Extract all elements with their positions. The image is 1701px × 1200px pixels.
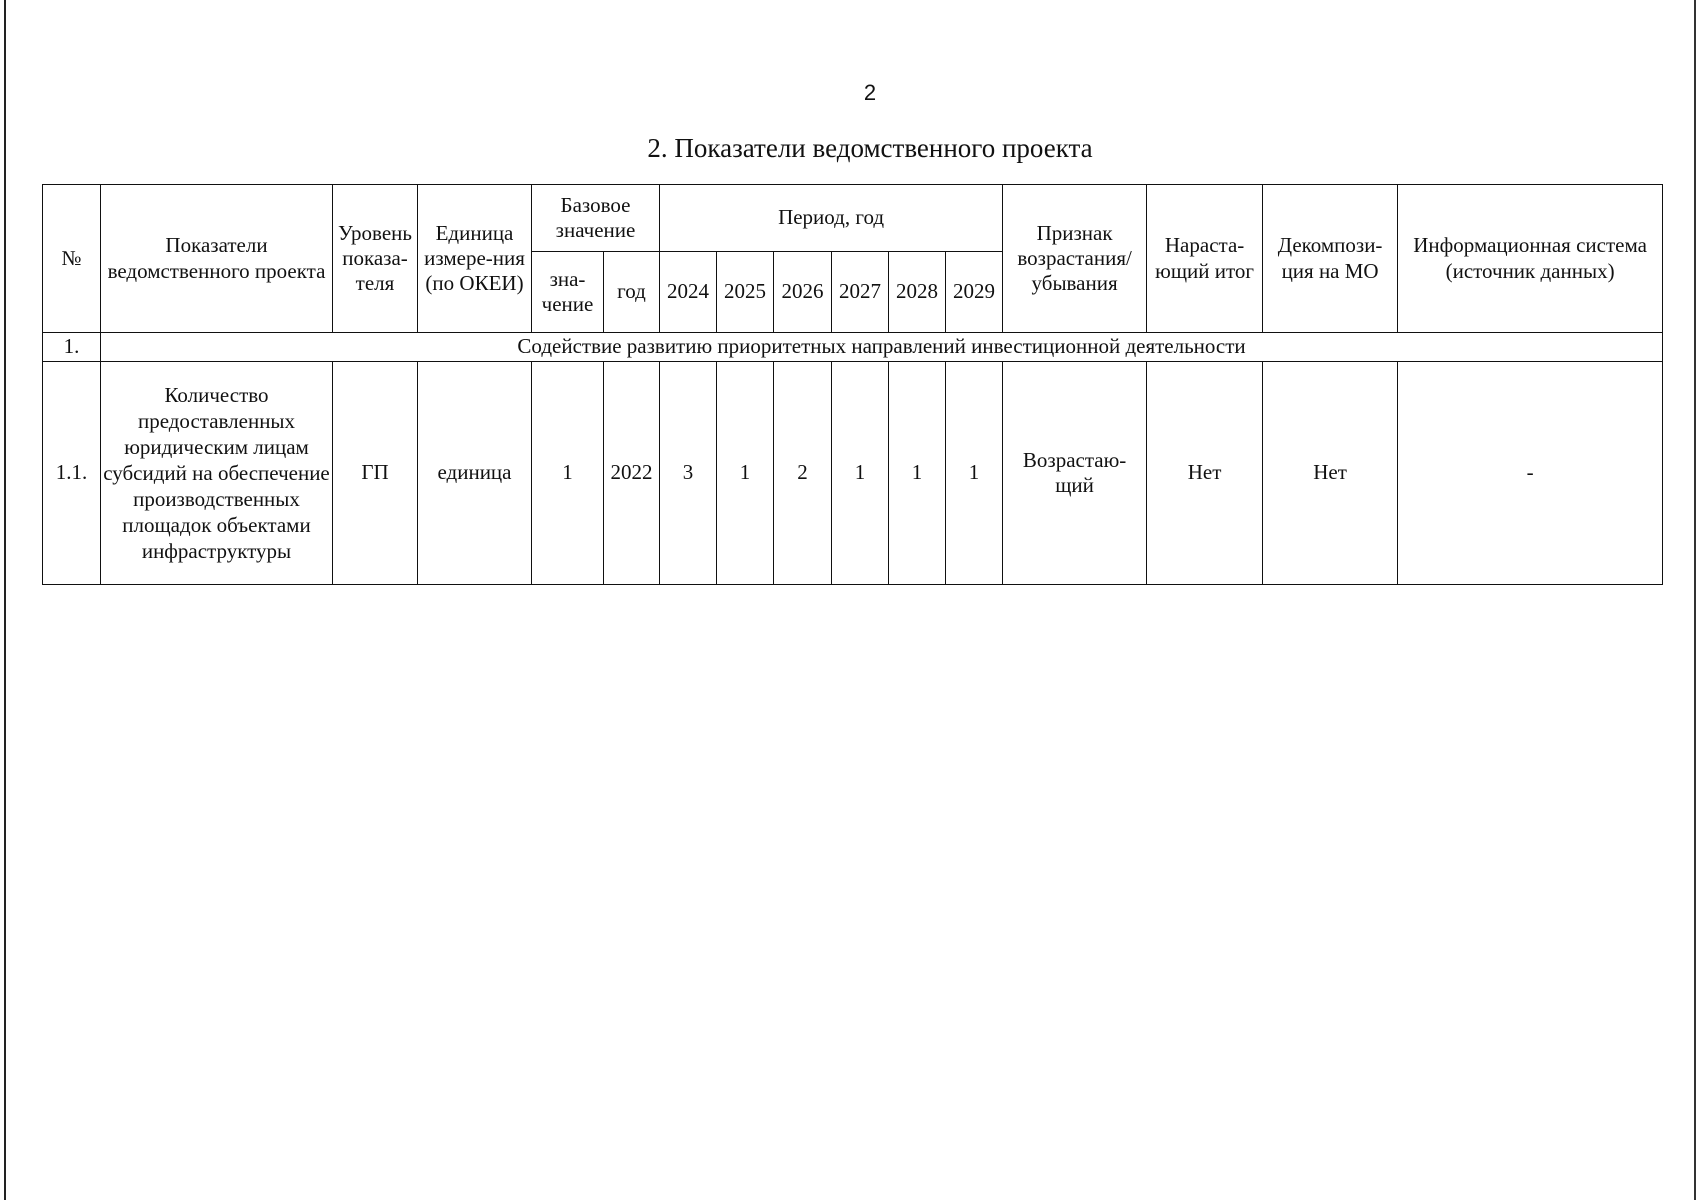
section-num: 1. bbox=[43, 333, 101, 362]
header-row-1 bbox=[43, 185, 1663, 252]
row-num: 1.1. bbox=[43, 362, 101, 585]
row-value-2028: 1 bbox=[889, 362, 946, 585]
header-base-value: зна-чение bbox=[532, 252, 604, 333]
header-unit: Единица измере-ния (по ОКЕИ) bbox=[418, 185, 532, 333]
row-base-year: 2022 bbox=[604, 362, 660, 585]
page-number: 2 bbox=[863, 80, 877, 105]
row-unit: единица bbox=[418, 362, 532, 585]
header-indicator: Показатели ведомственного проекта bbox=[101, 185, 333, 333]
indicators-table bbox=[42, 184, 1663, 585]
header-year-2025: 2025 bbox=[717, 252, 774, 333]
page-edge-left bbox=[4, 0, 6, 1200]
header-year-2028: 2028 bbox=[889, 252, 946, 333]
header-period: Период, год bbox=[660, 185, 1003, 252]
header-year-2026: 2026 bbox=[774, 252, 832, 333]
row-decomposition: Нет bbox=[1263, 362, 1398, 585]
header-year-2029: 2029 bbox=[946, 252, 1003, 333]
header-cumulative: Нараста-ющий итог bbox=[1147, 185, 1263, 333]
header-level: Уровень показа-теля bbox=[333, 185, 418, 333]
row-value-2026: 2 bbox=[774, 362, 832, 585]
table-row bbox=[43, 362, 1663, 585]
row-base-value: 1 bbox=[532, 362, 604, 585]
header-info-system: Информационная система (источник данных) bbox=[1398, 185, 1663, 333]
row-cumulative: Нет bbox=[1147, 362, 1263, 585]
page-edge-right bbox=[1694, 0, 1696, 1200]
row-value-2029: 1 bbox=[946, 362, 1003, 585]
header-year-2027: 2027 bbox=[832, 252, 889, 333]
section-title: Содействие развитию приоритетных направлений инвестиционной деятельности bbox=[101, 333, 1663, 362]
header-num: № bbox=[43, 185, 101, 333]
row-value-2024: 3 bbox=[660, 362, 717, 585]
section-row bbox=[43, 333, 1663, 362]
row-indicator: Количество предоставленных юридическим лицам субсидий на обеспечение производственных площадок объектами инфраструктуры bbox=[101, 362, 333, 585]
header-year-2024: 2024 bbox=[660, 252, 717, 333]
header-base: Базовое значение bbox=[532, 185, 660, 252]
header-decomposition: Декомпози-ция на МО bbox=[1263, 185, 1398, 333]
row-level: ГП bbox=[333, 362, 418, 585]
row-value-2027: 1 bbox=[832, 362, 889, 585]
header-base-year: год bbox=[604, 252, 660, 333]
header-trend: Признак возрастания/ убывания bbox=[1003, 185, 1147, 333]
row-info-system: - bbox=[1398, 362, 1663, 585]
row-value-2025: 1 bbox=[717, 362, 774, 585]
page-title: 2. Показатели ведомственного проекта bbox=[647, 133, 1093, 163]
row-trend: Возрастаю-щий bbox=[1003, 362, 1147, 585]
